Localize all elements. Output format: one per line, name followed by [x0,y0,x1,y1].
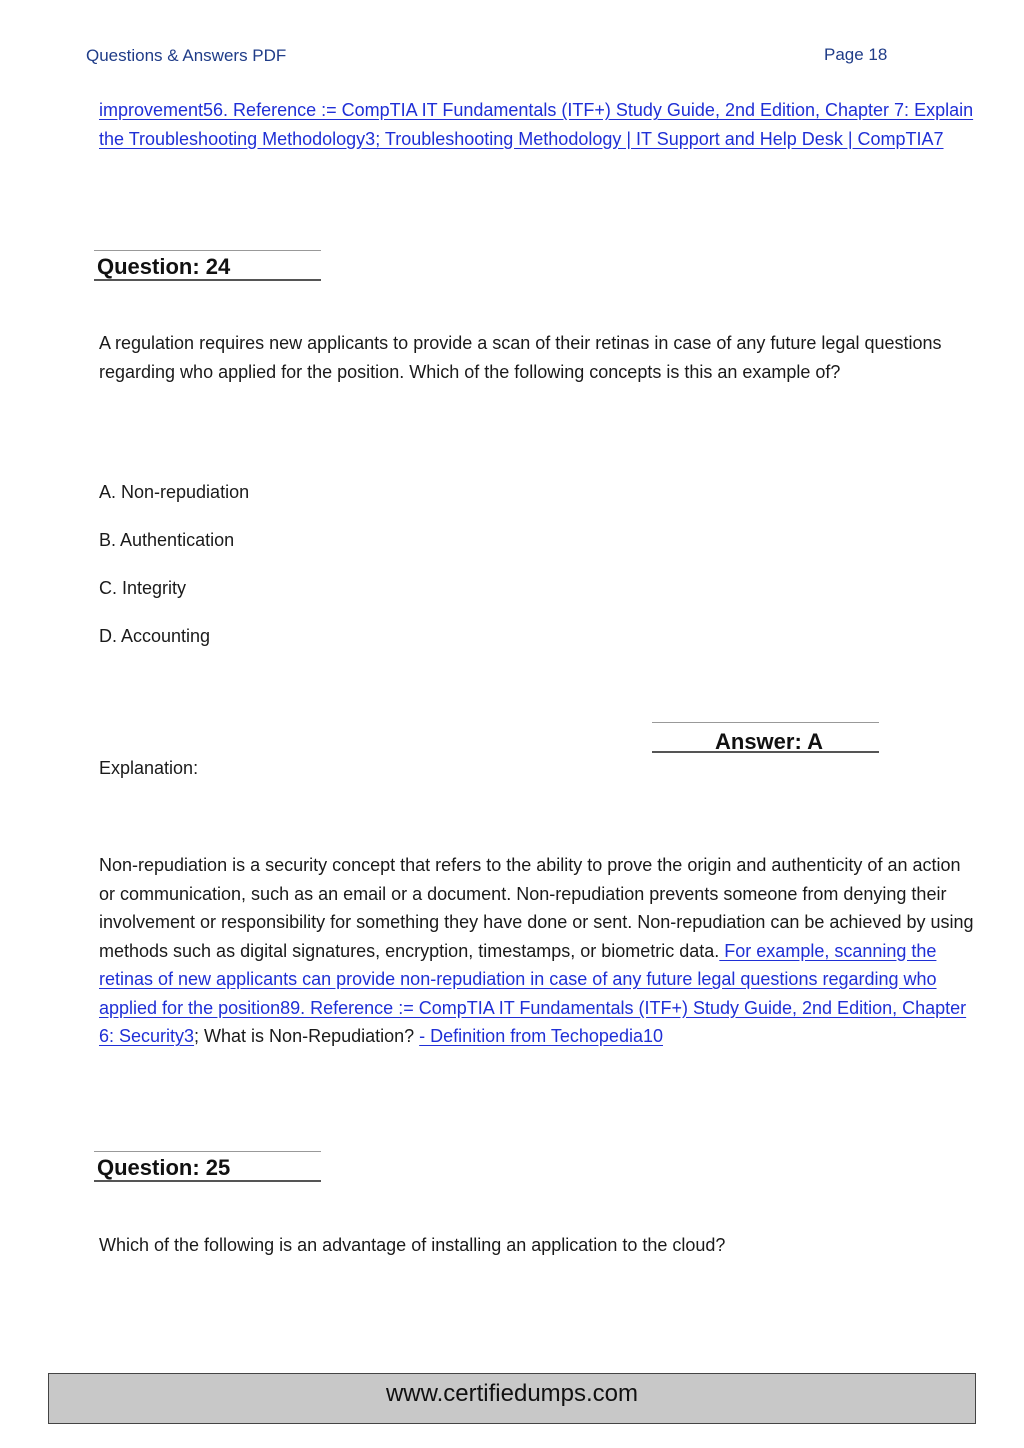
option-c: C. Integrity [99,578,187,598]
question-25-text: Which of the following is an advantage of installing an application to the cloud? [99,1235,726,1255]
question-24-title: Question: 24 [97,254,231,279]
reference-text[interactable]: improvement56. Reference := CompTIA IT Fundamentals (ITF+) Study Guide, 2nd Edition, Chapter 7: Explain the Troubleshooting Methodology3; Troubleshooting Methodology | IT Support and Help Desk | CompTIA7 [99,100,974,149]
explanation-mid: ; What is Non-Repudiation? [194,1026,420,1046]
question-24-text: A regulation requires new applicants to provide a scan of their retinas in case of any future legal questions regarding who applied for the position. Which of the following concepts is this an example of? [99,333,942,382]
question-25-title: Question: 25 [97,1155,231,1180]
explanation-label: Explanation: [99,758,199,778]
reference-link-top[interactable] [99,96,979,153]
option-d: D. Accounting [99,626,211,646]
footer-site[interactable]: www.certifiedumps.com [385,1380,639,1407]
footer-banner [48,1373,976,1424]
explanation-text [99,851,974,1051]
page-number: Page 18 [824,45,888,64]
question-24-heading [94,250,321,281]
header-title: Questions & Answers PDF [86,46,287,65]
question-25-heading [94,1151,321,1182]
answer-box [652,722,879,753]
explanation-reference-link[interactable]: For example, scanning the retinas of new applicants can provide non-repudiation in case of any future legal questions regarding who applied for the position89. Reference := CompTIA IT Fundamentals (ITF+) Study Guide, 2nd Edition, Chapter 6: Security3 [99,940,967,1046]
answer-label: Answer: A [715,729,823,754]
explanation-plain: Non-repudiation is a security concept that refers to the ability to prove the origin and authenticity of an action or communication, such as an email or a document. Non-repudiation prevents someone from denying their involvement or responsibility for something they have done or sent. Non-repudiation can be achieved by using methods such as digital signatures, encryption, timestamps, or biometric data. [99,855,974,961]
option-a: A. Non-repudiation [99,482,250,502]
techopedia-link[interactable]: - Definition from Techopedia10 [419,1026,663,1046]
option-b: B. Authentication [99,530,235,550]
